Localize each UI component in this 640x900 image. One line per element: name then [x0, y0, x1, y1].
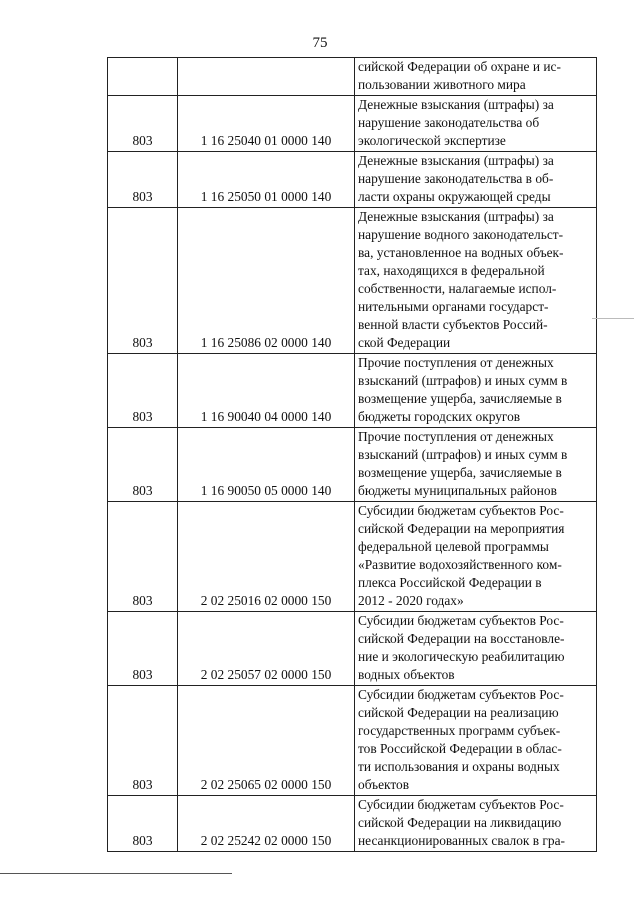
admin-code-cell: 803 — [108, 502, 178, 612]
revenue-name-line: взысканий (штрафов) и иных сумм в — [358, 373, 568, 388]
revenue-name-cell — [355, 208, 597, 354]
revenue-name-line: плекса Российской Федерации в — [358, 575, 542, 590]
revenue-name-line: Денежные взыскания (штрафы) за — [358, 153, 554, 168]
table-row — [108, 612, 597, 686]
admin-code-cell: 803 — [108, 428, 178, 502]
revenue-name-line: объектов — [358, 777, 410, 792]
table-row — [108, 796, 597, 852]
revenue-name-line: тов Российской Федерации в облас- — [358, 741, 562, 756]
table-row — [108, 686, 597, 796]
budget-code-cell — [178, 58, 355, 96]
revenue-name-line: Субсидии бюджетам субъектов Рос- — [358, 613, 564, 628]
revenue-name-line: нарушение законодательства в об- — [358, 171, 554, 186]
revenue-name-line: Прочие поступления от денежных — [358, 355, 554, 370]
revenue-name-cell — [355, 612, 597, 686]
revenue-name-line: бюджеты городских округов — [358, 409, 521, 424]
revenue-name-line: собственности, налагаемые испол- — [358, 281, 557, 296]
admin-code-cell: 803 — [108, 686, 178, 796]
revenue-name-line: несанкционированных свалок в гра- — [358, 833, 566, 848]
scan-artifact-line — [592, 318, 634, 319]
revenue-name-cell — [355, 796, 597, 852]
revenue-name-line: Субсидии бюджетам субъектов Рос- — [358, 503, 564, 518]
revenue-name-cell — [355, 354, 597, 428]
revenue-name-cell — [355, 58, 597, 96]
revenue-name-line: государственных программ субъек- — [358, 723, 561, 738]
table-body — [108, 58, 597, 852]
admin-code-cell — [108, 58, 178, 96]
revenue-name-line: Субсидии бюджетам субъектов Рос- — [358, 687, 564, 702]
admin-code-cell: 803 — [108, 612, 178, 686]
admin-code-cell: 803 — [108, 796, 178, 852]
revenue-name-cell — [355, 96, 597, 152]
revenue-name-line: федеральной целевой программы — [358, 539, 549, 554]
budget-code-cell: 2 02 25057 02 0000 150 — [178, 612, 355, 686]
revenue-name-line: ва, установленное на водных объек- — [358, 245, 564, 260]
revenue-name-line: сийской Федерации об охране и ис- — [358, 59, 561, 74]
revenue-name-line: Денежные взыскания (штрафы) за — [358, 209, 554, 224]
revenue-name-cell — [355, 686, 597, 796]
budget-code-cell: 1 16 25050 01 0000 140 — [178, 152, 355, 208]
revenue-name-line: сийской Федерации на ликвидацию — [358, 815, 562, 830]
revenue-name-line: нительными органами государст- — [358, 299, 549, 314]
budget-code-cell: 1 16 25086 02 0000 140 — [178, 208, 355, 354]
table-row — [108, 96, 597, 152]
budget-code-cell: 1 16 90050 05 0000 140 — [178, 428, 355, 502]
page-number: 75 — [312, 35, 328, 51]
revenue-name-line: «Развитие водохозяйственного ком- — [358, 557, 562, 572]
table-row — [108, 208, 597, 354]
table-row — [108, 502, 597, 612]
admin-code-cell: 803 — [108, 208, 178, 354]
revenue-name-line: пользовании животного мира — [358, 77, 526, 92]
budget-code-cell: 2 02 25065 02 0000 150 — [178, 686, 355, 796]
revenue-name-line: 2012 - 2020 годах» — [358, 593, 464, 608]
revenue-name-line: возмещение ущерба, зачисляемые в — [358, 391, 562, 406]
budget-code-cell: 2 02 25016 02 0000 150 — [178, 502, 355, 612]
admin-code-cell: 803 — [108, 354, 178, 428]
table-row — [108, 152, 597, 208]
revenue-name-cell — [355, 502, 597, 612]
table-row — [108, 58, 597, 96]
footnote-separator — [0, 873, 232, 874]
revenue-name-line: водных объектов — [358, 667, 455, 682]
table-row — [108, 354, 597, 428]
revenue-name-line: венной власти субъектов Россий- — [358, 317, 548, 332]
revenue-name-line: Прочие поступления от денежных — [358, 429, 554, 444]
budget-code-cell: 2 02 25242 02 0000 150 — [178, 796, 355, 852]
revenue-name-line: нарушение водного законодательст- — [358, 227, 564, 242]
revenue-name-line: нарушение законодательства об — [358, 115, 540, 130]
budget-classification-table — [107, 57, 597, 852]
table-row — [108, 428, 597, 502]
revenue-name-cell — [355, 152, 597, 208]
revenue-name-line: ласти охраны окружающей среды — [358, 189, 551, 204]
revenue-name-line: сийской Федерации на восстановле- — [358, 631, 565, 646]
budget-code-cell: 1 16 25040 01 0000 140 — [178, 96, 355, 152]
admin-code-cell: 803 — [108, 152, 178, 208]
revenue-name-line: Денежные взыскания (штрафы) за — [358, 97, 554, 112]
revenue-name-cell — [355, 428, 597, 502]
revenue-name-line: ти использования и охраны водных — [358, 759, 560, 774]
revenue-name-line: ской Федерации — [358, 335, 451, 350]
revenue-name-line: бюджеты муниципальных районов — [358, 483, 557, 498]
revenue-name-line: сийской Федерации на реализацию — [358, 705, 559, 720]
revenue-name-line: экологической экспертизе — [358, 133, 506, 148]
revenue-name-line: возмещение ущерба, зачисляемые в — [358, 465, 562, 480]
revenue-name-line: ние и экологическую реабилитацию — [358, 649, 565, 664]
revenue-name-line: тах, находящихся в федеральной — [358, 263, 545, 278]
revenue-name-line: сийской Федерации на мероприятия — [358, 521, 565, 536]
budget-code-cell: 1 16 90040 04 0000 140 — [178, 354, 355, 428]
revenue-name-line: взысканий (штрафов) и иных сумм в — [358, 447, 568, 462]
revenue-name-line: Субсидии бюджетам субъектов Рос- — [358, 797, 564, 812]
admin-code-cell: 803 — [108, 96, 178, 152]
